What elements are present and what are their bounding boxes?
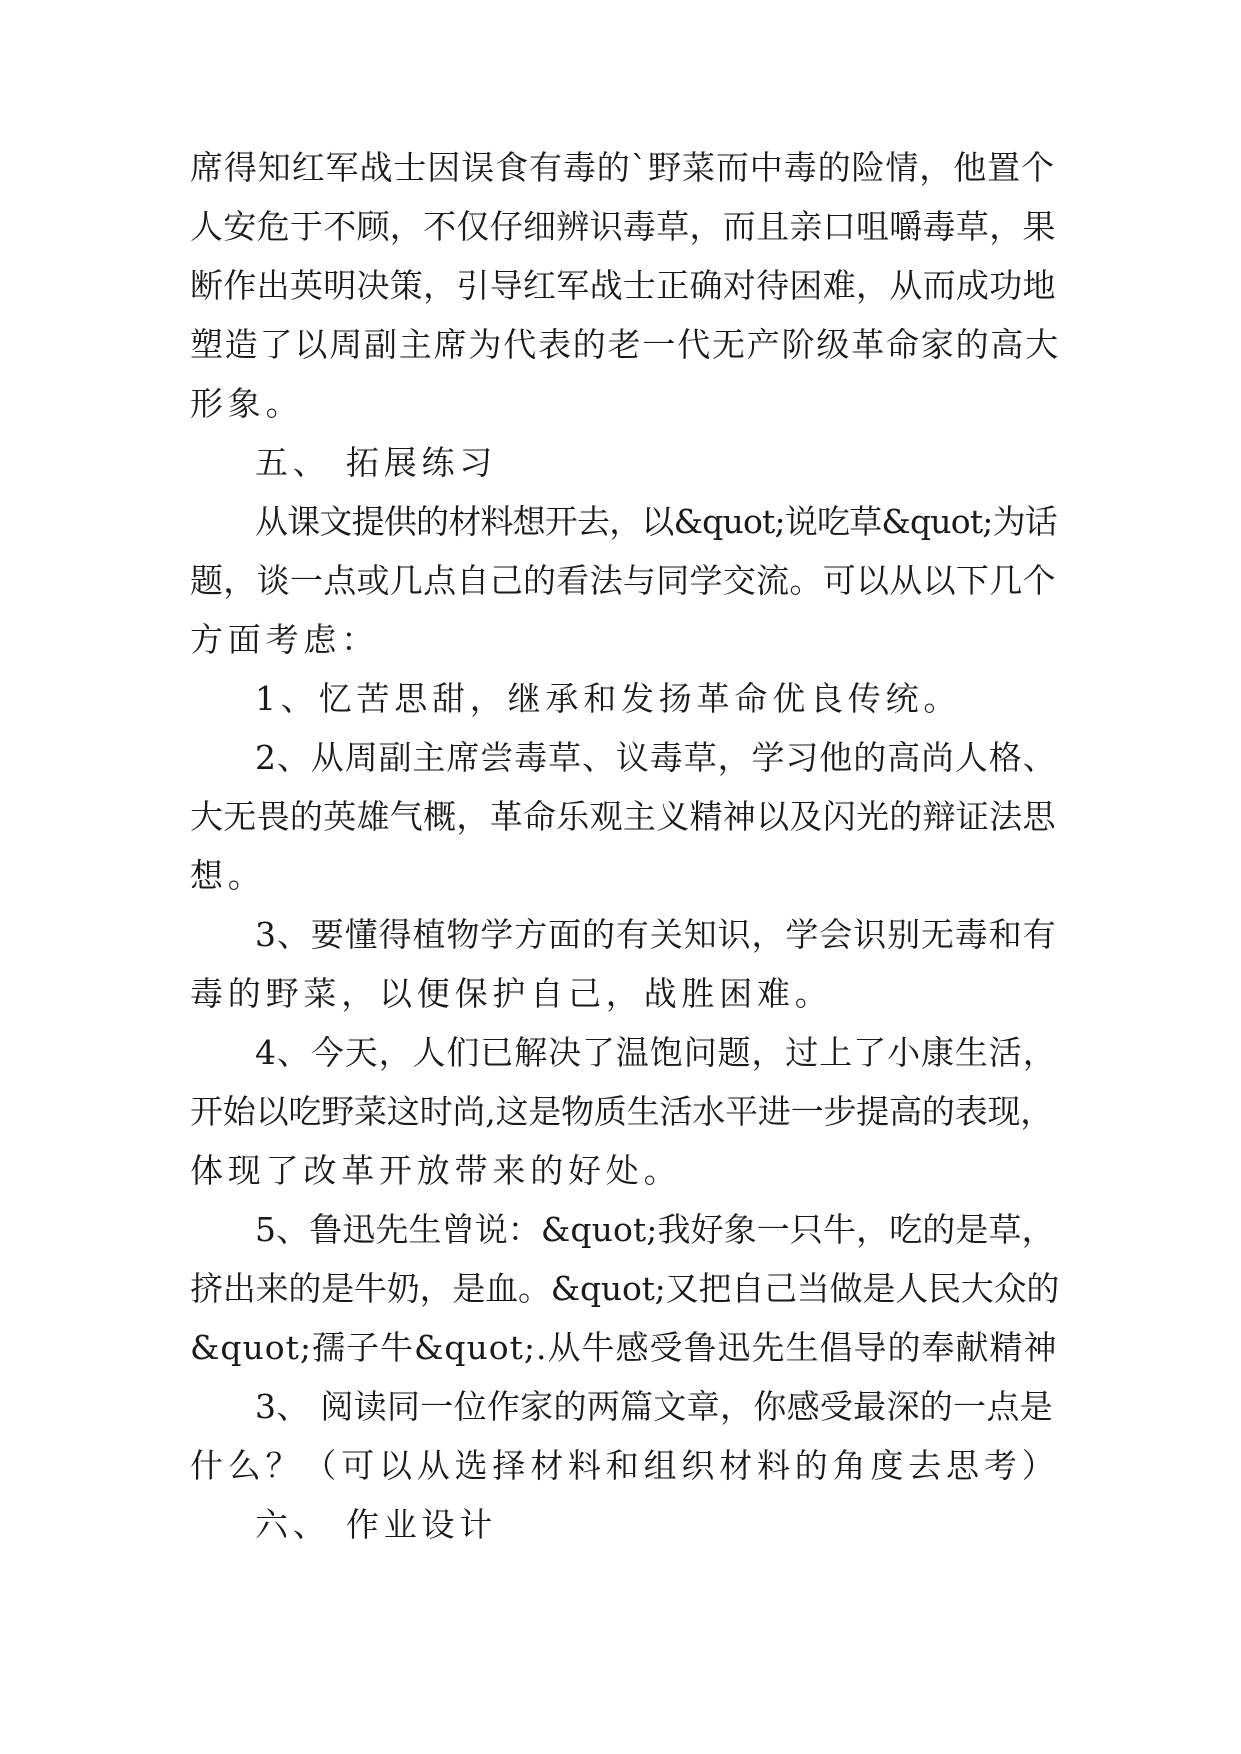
- text-line: 体现了改革开放带来的好处。: [190, 1151, 682, 1190]
- text-line: 形象。: [190, 384, 304, 423]
- text-line: 席得知红军战士因误食有毒的`野菜而中毒的险情，他置个: [190, 148, 1055, 187]
- list-item: 3、要懂得植物学方面的有关知识，学会识别无毒和有: [255, 915, 1057, 954]
- text-line: 挤出来的是牛奶，是血。&quot;又把自己当做是人民大众的: [190, 1269, 1060, 1308]
- list-item: 4、今天，人们已解决了温饱问题，过上了小康生活，: [255, 1033, 1057, 1072]
- text-line: 题，谈一点或几点自己的看法与同学交流。可以从以下几个: [190, 561, 1056, 600]
- text-line: 什么？（可以从选择材料和组织材料的角度去思考）: [190, 1446, 1060, 1485]
- text-line: 从课文提供的材料想开去，以&quot;说吃草&quot;为话: [255, 502, 1057, 541]
- text-line: 方面考虑：: [190, 620, 379, 659]
- text-line: 想。: [190, 856, 266, 895]
- text-line: &quot;孺子牛&quot;.从牛感受鲁迅先生倡导的奉献精神: [190, 1328, 1058, 1367]
- text-line: 大无畏的英雄气概，革命乐观主义精神以及闪光的辩证法思: [190, 797, 1056, 836]
- text-line: 断作出英明决策，引导红军战士正确对待困难，从而成功地: [190, 266, 1056, 305]
- list-item: 3、 阅读同一位作家的两篇文章，你感受最深的一点是: [255, 1387, 1053, 1426]
- list-item: 1、忆苦思甜，继承和发扬革命优良传统。: [255, 679, 962, 718]
- section-heading: 六、 作业设计: [255, 1505, 498, 1544]
- text-line: 开始以吃野菜这时尚,这是物质生活水平进一步提高的表现，: [190, 1092, 1054, 1131]
- text-line: 毒的野菜，以便保护自己，战胜困难。: [190, 974, 833, 1013]
- text-line: 塑造了以周副主席为代表的老一代无产阶级革命家的高大: [190, 325, 1060, 364]
- list-item: 2、从周副主席尝毒草、议毒草，学习他的高尚人格、: [255, 738, 1057, 777]
- list-item: 5、鲁迅先生曾说：&quot;我好象一只牛，吃的是草，: [255, 1210, 1055, 1249]
- section-heading: 五、 拓展练习: [255, 443, 498, 482]
- text-line: 人安危于不顾，不仅仔细辨识毒草，而且亲口咀嚼毒草，果: [190, 207, 1056, 246]
